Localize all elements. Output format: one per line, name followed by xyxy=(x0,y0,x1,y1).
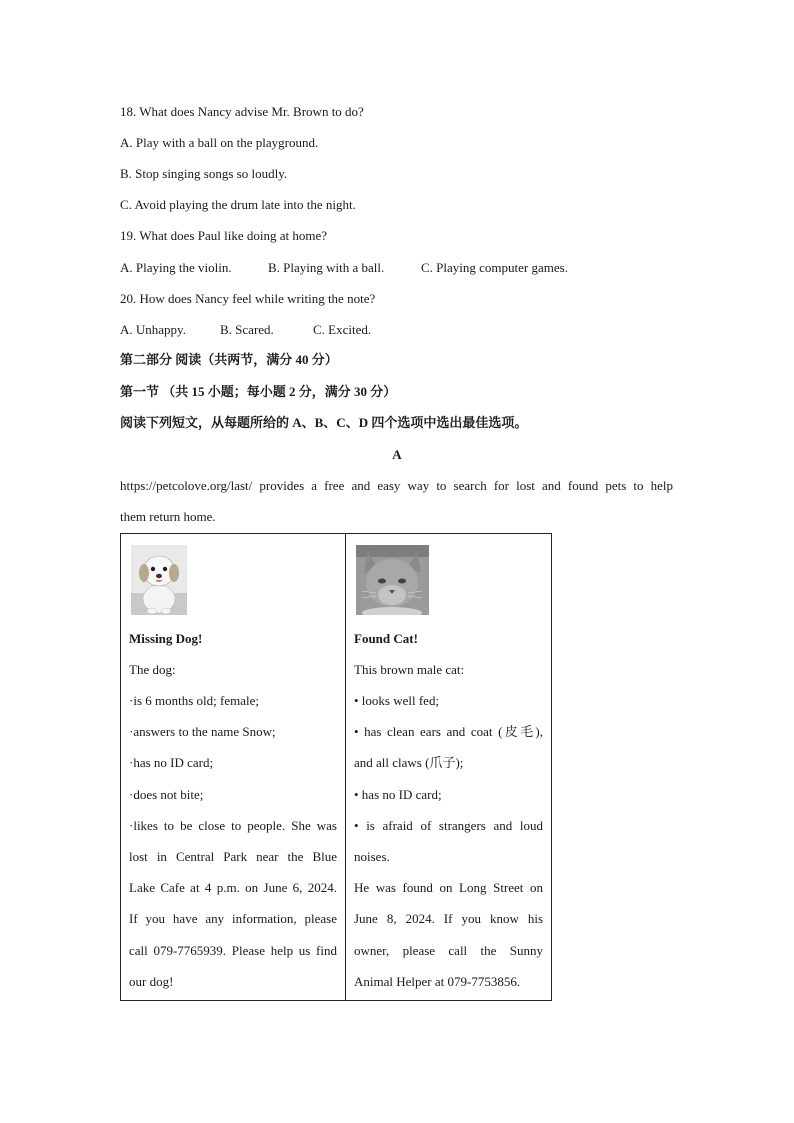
dog-ad-line: our dog! xyxy=(129,974,174,989)
question-18-option-c: C. Avoid playing the drum late into the night. xyxy=(120,197,356,212)
question-19-options xyxy=(120,260,568,276)
question-20-stem: 20. How does Nancy feel while writing the note? xyxy=(120,291,376,306)
dog-ad-line: If you have any information, please xyxy=(129,911,337,926)
dog-ad-line: Lake Cafe at 4 p.m. on June 6, 2024. xyxy=(129,880,337,895)
dog-ad-line: ·answers to the name Snow; xyxy=(129,724,276,739)
cat-ad-line: owner, please call the Sunny xyxy=(354,943,543,958)
cat-ad-line: • is afraid of strangers and loud xyxy=(354,818,543,833)
cat-ad-title: Found Cat! xyxy=(354,631,418,646)
question-19-option-a: A. Playing the violin. xyxy=(120,260,232,275)
part-title: 第二部分 阅读（共两节，满分 40 分） xyxy=(120,352,338,367)
dog-ad-line: The dog: xyxy=(129,662,176,677)
instructions: 阅读下列短文，从每题所给的 A、B、C、D 四个选项中选出最佳选项。 xyxy=(120,415,528,430)
question-20-options xyxy=(120,322,371,338)
found-cat-cell xyxy=(346,534,552,1001)
cat-ad-line: This brown male cat: xyxy=(354,662,465,677)
subsection-title: 第一节 （共 15 小题；每小题 2 分，满分 30 分） xyxy=(120,384,397,399)
cat-ad-line: Animal Helper at 079-7753856. xyxy=(354,974,521,989)
cat-ad-line: • has clean ears and coat (皮毛), xyxy=(354,724,543,739)
question-18-option-b: B. Stop singing songs so loudly. xyxy=(120,166,288,181)
pet-ads-table xyxy=(120,533,552,1001)
cat-ad-line: noises. xyxy=(354,849,390,864)
question-20-option-a: A. Unhappy. xyxy=(120,322,186,337)
question-19-option-c: C. Playing computer games. xyxy=(421,260,568,275)
dog-ad-line: lost in Central Park near the Blue xyxy=(129,849,337,864)
question-18-stem: 18. What does Nancy advise Mr. Brown to do? xyxy=(120,104,364,119)
dog-ad-title: Missing Dog! xyxy=(129,631,203,646)
passage-label: A xyxy=(392,447,402,462)
cat-ad-line: • looks well fed; xyxy=(354,693,440,708)
cat-ad-line: He was found on Long Street on xyxy=(354,880,543,895)
question-19-stem: 19. What does Paul like doing at home? xyxy=(120,228,327,243)
question-19-option-b: B. Playing with a ball. xyxy=(268,260,385,275)
passage-intro-line-2: them return home. xyxy=(120,509,216,524)
dog-ad-line: ·is 6 months old; female; xyxy=(129,693,259,708)
puppy-photo-icon xyxy=(131,545,187,615)
question-20-option-c: C. Excited. xyxy=(313,322,372,337)
dog-ad-line: ·likes to be close to people. She was xyxy=(129,818,337,833)
question-20-option-b: B. Scared. xyxy=(220,322,274,337)
question-18-option-a: A. Play with a ball on the playground. xyxy=(120,135,319,150)
cat-photo-icon xyxy=(356,545,429,615)
cat-ad-line: • has no ID card; xyxy=(354,787,442,802)
passage-intro-line-1: https://petcolove.org/last/ provides a free and easy way to search for lost and found pets to help xyxy=(120,478,673,493)
cat-ad-line: and all claws (爪子); xyxy=(354,755,464,770)
missing-dog-cell xyxy=(121,534,346,1001)
cat-ad-line: June 8, 2024. If you know his xyxy=(354,911,543,926)
dog-ad-line: ·does not bite; xyxy=(129,787,204,802)
dog-ad-line: ·has no ID card; xyxy=(129,755,214,770)
dog-ad-line: call 079-7765939. Please help us find xyxy=(129,943,337,958)
